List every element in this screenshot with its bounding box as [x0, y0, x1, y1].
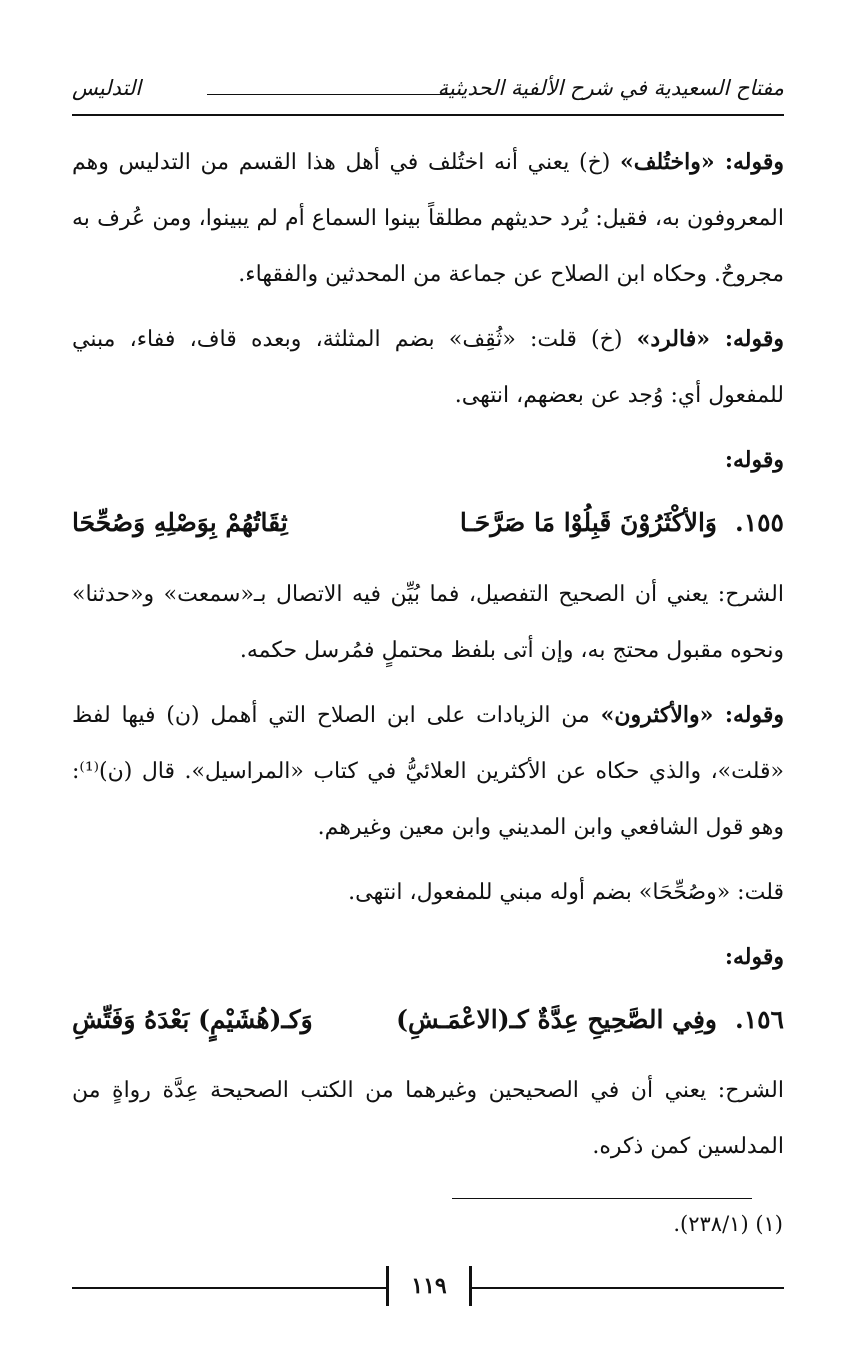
verse-second-hemistich: وَكـ(هُشَيْمٍ) بَعْدَهُ وَفَتِّشِ [72, 1005, 313, 1034]
paragraph-text: الشرح: يعني أن الصحيح التفصيل، فما بُيِّن فيه الاتصال بـ«سمعت» و«حدثنا» ونحوه مقبول محتج به، وإن أتى بلفظ محتملٍ فمُرسل حكمه. [72, 582, 784, 663]
header-dash-line [207, 94, 449, 95]
paragraph-fal-radd [72, 311, 784, 424]
footnote: (١) (٢٣٨/١). [673, 1212, 783, 1236]
paragraph-lead: وقوله: «فالرد» [636, 326, 784, 352]
paragraph-text: من الزيادات على ابن الصلاح التي أهمل (ن) فيها لفظ «قلت»، والذي حكاه عن الأكثرين العلائيُّ في كتاب «المراسيل». قال (ن)⁽¹⁾: وهو قول الشافعي وابن المديني وابن معين وغيرهم. [72, 703, 784, 840]
verse-155 [72, 494, 784, 552]
verse-first-text: وَالأكْثَرُوْنَ قَبِلُوْا مَا صَرَّحَـا [459, 508, 717, 537]
paragraph-wakhtulif [72, 134, 784, 303]
verse-156 [72, 991, 784, 1049]
paragraph-wal-aktharun [72, 687, 784, 856]
quote-heading: وقوله: [724, 447, 784, 473]
page-body [72, 134, 784, 1183]
quote-heading: وقوله: [724, 944, 784, 970]
section-title: التدليس [72, 76, 142, 100]
running-header [72, 72, 784, 108]
book-title: مفتاح السعيدية في شرح الألفية الحديثية [437, 76, 784, 100]
verse-first-text: وفِي الصَّحِيحِ عِدَّةٌ كـ(الاعْمَـشِ) [396, 1005, 717, 1034]
paragraph-text: (خ) قلت: «ثُقِف» بضم المثلثة، وبعده قاف، ففاء، مبني للمفعول أي: وُجد عن بعضهم، انتهى. [72, 327, 784, 408]
paragraph-qultu [72, 864, 784, 921]
paragraph-lead: وقوله: «والأكثرون» [600, 702, 784, 728]
verse-second-hemistich: ثِقَاتُهُمْ بِوَصْلِهِ وَصُحِّحَا [72, 508, 288, 537]
paragraph-text: (خ) يعني أنه اختُلف في أهل هذا القسم من التدليس وهم المعروفون به، فقيل: يُرد حديثهم مطلقاً بينوا السماع أم لم يبينوا، ومن عُرف به مجروحٌ. وحكاه ابن الصلاح عن جماعة من المحدثين والفقهاء. [72, 150, 784, 287]
verse-first-hemistich [396, 991, 784, 1049]
verse-number: ١٥٦. [734, 1005, 784, 1034]
verse-number: ١٥٥. [734, 508, 784, 537]
verse-first-hemistich [460, 494, 784, 552]
paragraph-text: قلت: «وصُحِّحَا» بضم أوله مبني للمفعول، انتهى. [348, 880, 784, 905]
commentary-paragraph: الشرح: يعني أن في الصحيحين وغيرهما من الكتب الصحيحة عِدَّة رواةٍ من المدلسين كمن ذكره. [72, 1078, 784, 1159]
paragraph-lead: وقوله: «واختُلف» [620, 149, 784, 175]
page-number: ١١٩ [386, 1266, 472, 1306]
footnote-rule [452, 1198, 752, 1199]
header-rule [72, 114, 784, 116]
commentary-paragraph [72, 566, 784, 679]
